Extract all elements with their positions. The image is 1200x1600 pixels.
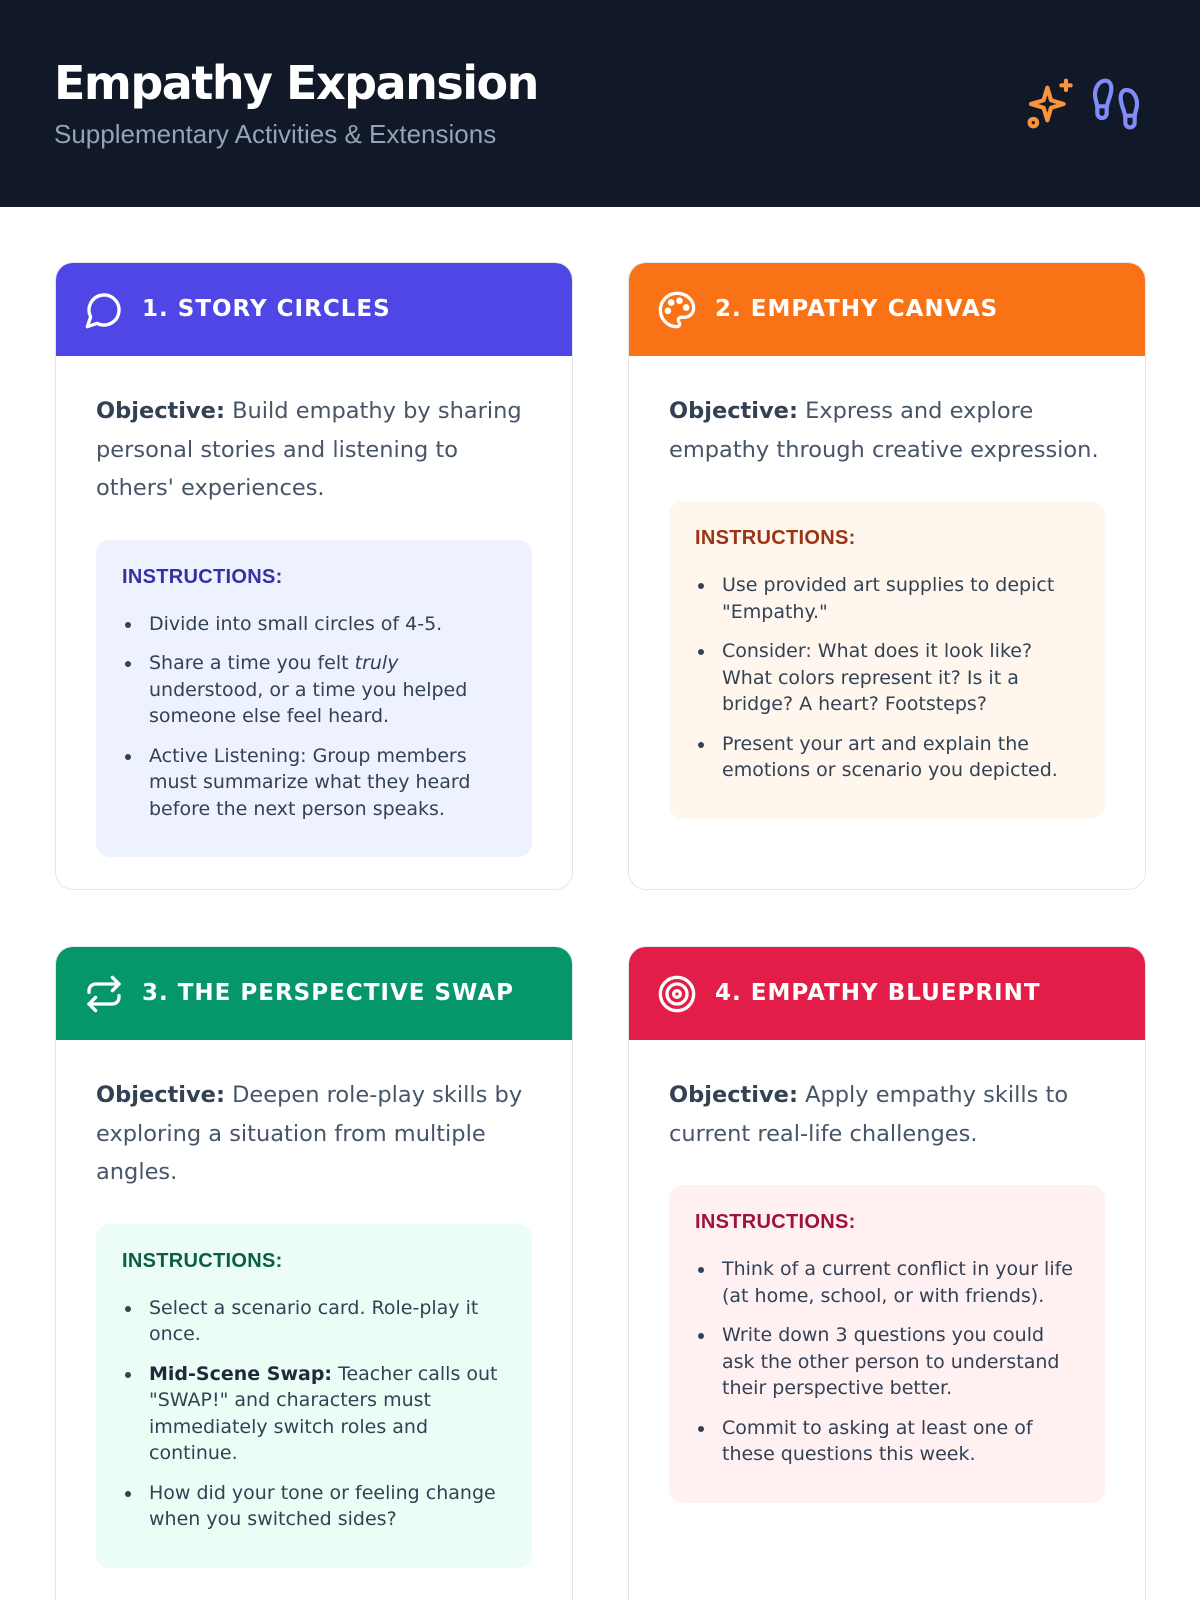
list-item: Active Listening: Group members must summarize what they heard before the next person speaks. [122,743,506,823]
instructions-title: INSTRUCTIONS: [122,565,283,588]
list-item-text: Teacher calls out "SWAP!" and characters must immediately switch roles and continue. [149,1362,498,1464]
card-header [629,263,1145,356]
instructions-list [122,1295,506,1533]
instructions-box [669,501,1105,819]
list-item: Commit to asking at least one of these questions this week. [695,1415,1079,1468]
instructions-title: INSTRUCTIONS: [122,1249,283,1272]
card-objective [96,1076,532,1192]
list-item-bold: Mid-Scene Swap: [149,1362,333,1385]
instructions-list [695,572,1079,784]
instructions-box [96,540,532,858]
page-subtitle: Supplementary Activities & Extensions [54,119,497,149]
list-item [122,650,506,730]
objective-text: Apply empathy skills to current real-life challenges. [669,1082,1069,1147]
list-item: Use provided art supplies to depict "Empathy." [695,572,1079,625]
list-item: Write down 3 questions you could ask the other person to understand their perspective better. [695,1322,1079,1402]
card-objective [669,392,1105,469]
card-objective [96,392,532,508]
objective-label: Objective: [96,398,225,424]
chat-bubble-icon [84,290,124,330]
list-item: How did your tone or feeling change when you switched sides? [122,1480,506,1533]
instructions-list [695,1256,1079,1468]
activity-card-story-circles [55,262,573,890]
list-item: Present your art and explain the emotions or scenario you depicted. [695,731,1079,784]
objective-text: Express and explore empathy through creative expression. [669,398,1099,463]
footprints-icon [1088,76,1144,132]
instructions-box [669,1185,1105,1503]
instructions-title: INSTRUCTIONS: [695,1211,856,1233]
card-title: 4. EMPATHY BLUEPRINT [715,980,1041,1006]
activity-card-perspective-swap [55,946,573,1600]
activity-card-empathy-canvas [628,262,1146,890]
list-item: Divide into small circles of 4-5. [122,611,506,638]
card-title: 2. EMPATHY CANVAS [715,296,999,322]
instructions-list [122,611,506,823]
activity-card-empathy-blueprint [628,946,1146,1600]
instructions-title: INSTRUCTIONS: [695,527,856,549]
target-icon [657,974,697,1014]
list-item-text: Share a time you felt [149,652,355,674]
card-header [56,947,572,1040]
list-item [122,1361,506,1467]
objective-text: Build empathy by sharing personal stories and listening to others' experiences. [96,398,522,501]
card-header [56,263,572,356]
page-title: Empathy Expansion [54,56,538,110]
list-item: Select a scenario card. Role-play it once. [122,1295,506,1348]
list-item-text: understood, or a time you helped someone else feel heard. [149,678,468,727]
page-header [0,0,1200,207]
sparkles-icon [1024,76,1080,132]
objective-label: Objective: [96,1082,225,1108]
swap-arrows-icon [84,974,124,1014]
list-item-emphasis: truly [354,652,399,674]
objective-text: Deepen role-play skills by exploring a situation from multiple angles. [96,1082,523,1185]
objective-label: Objective: [669,1082,798,1108]
list-item: Think of a current conflict in your life (at home, school, or with friends). [695,1256,1079,1309]
card-title: 3. THE PERSPECTIVE SWAP [142,980,515,1006]
card-objective [669,1076,1105,1153]
objective-label: Objective: [669,398,798,424]
card-title: 1. STORY CIRCLES [142,296,391,322]
palette-icon [657,290,697,330]
list-item: Consider: What does it look like? What colors represent it? Is it a bridge? A heart? Footsteps? [695,638,1079,718]
card-header [629,947,1145,1040]
instructions-box [96,1224,532,1568]
